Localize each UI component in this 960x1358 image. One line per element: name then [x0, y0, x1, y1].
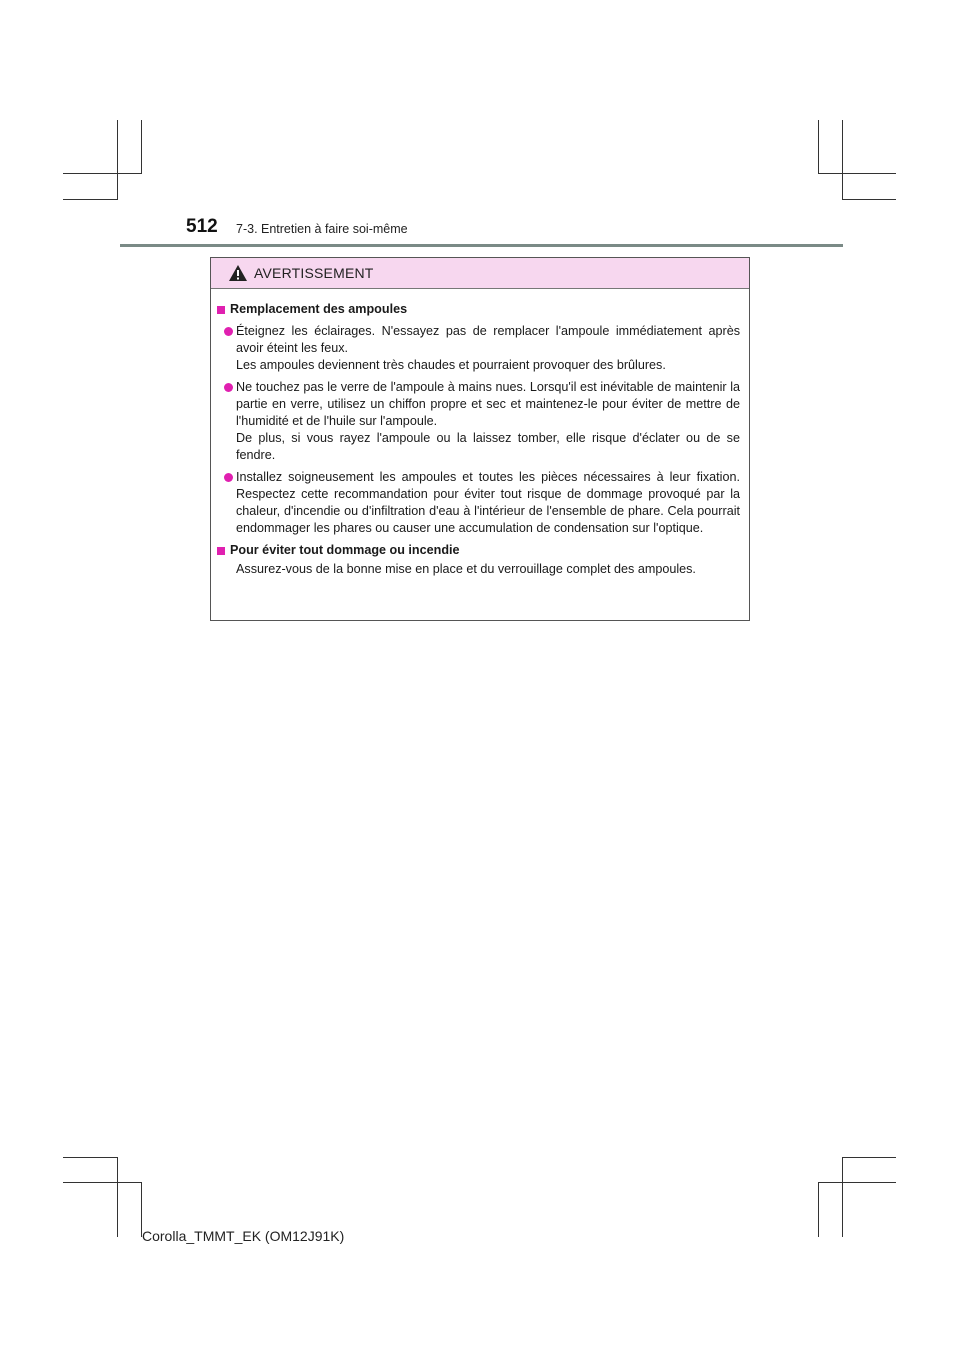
crop-mark — [818, 1182, 896, 1183]
section-text — [217, 561, 740, 578]
crop-mark — [818, 1182, 819, 1237]
crop-mark — [63, 1157, 118, 1158]
crop-mark — [842, 1157, 896, 1158]
crop-mark — [818, 120, 819, 173]
page-number: 512 — [186, 216, 218, 237]
crop-mark — [842, 199, 896, 200]
warning-title: AVERTISSEMENT — [254, 265, 374, 281]
section-heading-text: Remplacement des ampoules — [230, 302, 408, 316]
list-item — [217, 379, 740, 464]
paragraph: Ne touchez pas le verre de l'ampoule à mains nues. Lorsqu'il est inévitable de maintenir la partie en verre, utilisez un chiffon propre et sec et maintenez-le pour éviter de mettre de l'humidité et de l'huile sur l'ampoule. — [236, 380, 740, 428]
warning-body — [211, 289, 749, 578]
paragraph: Installez soigneusement les ampoules et toutes les pièces nécessaires à leur fixation. Respectez cette recommandation pour éviter tout risque de dommage provoqué par la chaleur, d'incendie ou d'infiltration d'eau à l'intérieur de l'ensemble de phare. Cela pourrait endommager les phares ou causer une accumulation de condensation sur l'optique. — [236, 470, 740, 535]
round-bullet-icon — [224, 383, 233, 392]
warning-header — [211, 258, 749, 289]
section-heading — [217, 542, 740, 559]
round-bullet-icon — [224, 473, 233, 482]
list-item — [217, 469, 740, 537]
section-heading-text: Pour éviter tout dommage ou incendie — [230, 543, 460, 557]
paragraph: Assurez-vous de la bonne mise en place et du verrouillage complet des ampoules. — [236, 562, 696, 576]
footer-text: Corolla_TMMT_EK (OM12J91K) — [142, 1228, 345, 1244]
warning-box — [210, 257, 750, 621]
round-bullet-icon — [224, 327, 233, 336]
square-bullet-icon — [217, 547, 225, 555]
paragraph: De plus, si vous rayez l'ampoule ou la laissez tomber, elle risque d'éclater ou de se fendre. — [236, 431, 740, 462]
crop-mark — [842, 1157, 843, 1237]
crop-mark — [141, 120, 142, 173]
crop-mark — [117, 120, 118, 200]
crop-mark — [117, 1157, 118, 1237]
crop-mark — [63, 199, 118, 200]
list-item — [217, 323, 740, 374]
section-heading — [217, 301, 740, 318]
paragraph: Les ampoules deviennent très chaudes et pourraient provoquer des brûlures. — [236, 358, 666, 372]
square-bullet-icon — [217, 306, 225, 314]
crop-mark — [842, 120, 843, 200]
section-title: 7-3. Entretien à faire soi-même — [236, 222, 408, 236]
crop-mark — [63, 1182, 142, 1183]
paragraph: Éteignez les éclairages. N'essayez pas de remplacer l'ampoule immédiatement après avoir éteint les feux. — [236, 324, 740, 355]
crop-mark — [63, 173, 142, 174]
crop-mark — [818, 173, 896, 174]
header-rule — [120, 244, 843, 247]
warning-triangle-icon — [228, 264, 248, 282]
